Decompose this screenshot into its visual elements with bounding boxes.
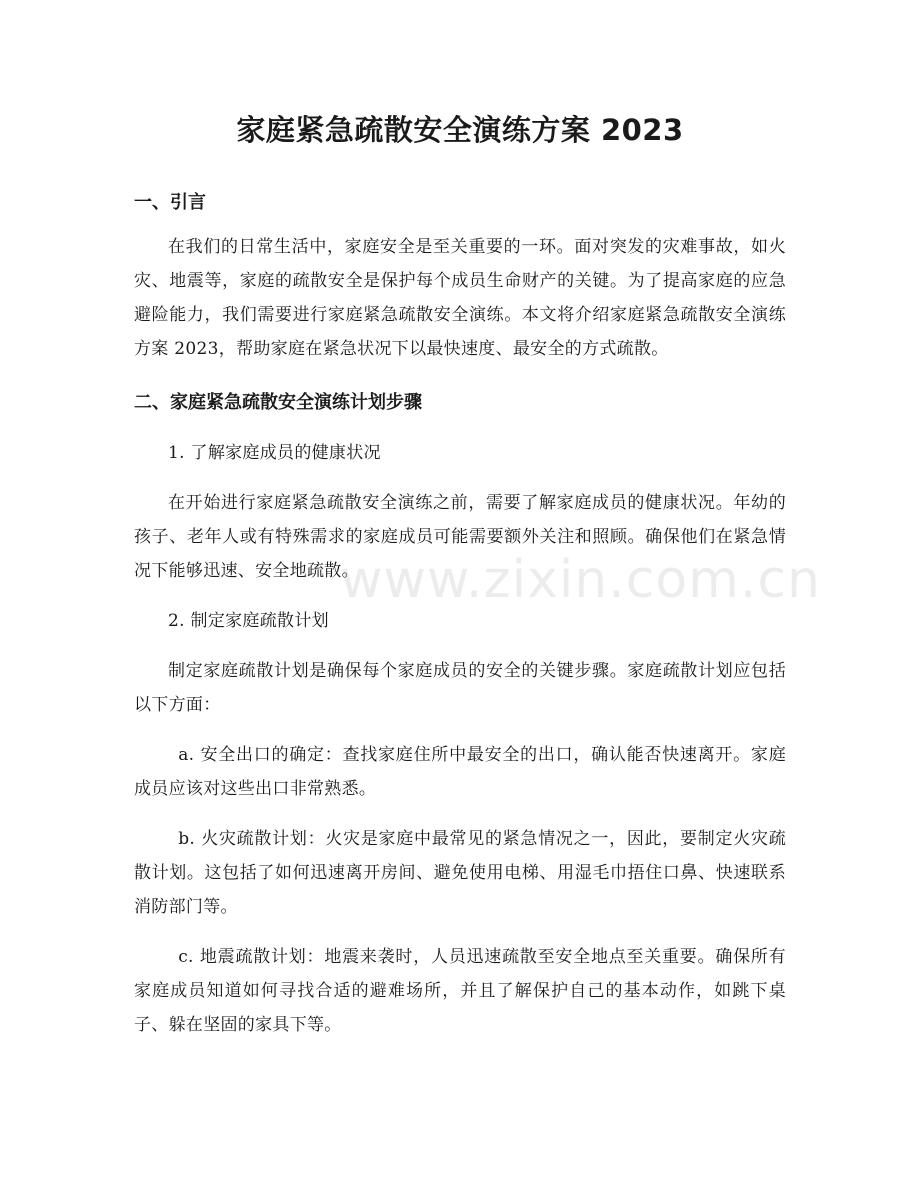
section-heading-intro: 一、引言 [134, 192, 206, 213]
step2-item-b: b. 火灾疏散计划：火灾是家庭中最常见的紧急情况之一，因此，要制定火灾疏散计划。这包括了如何迅速离开房间、避免使用电梯、用湿毛巾捂住口鼻、快速联系消防部门等。 [134, 829, 786, 917]
step2-item-c: c. 地震疏散计划：地震来袭时，人员迅速疏散至安全地点至关重要。确保所有家庭成员知道如何寻找合适的避难场所，并且了解保护自己的基本动作，如跳下桌子、躲在坚固的家具下等。 [134, 947, 786, 1035]
document-body [134, 186, 786, 1042]
document-title: 家庭紧急疏散安全演练方案 2023 [236, 113, 684, 147]
step2-paragraph: 制定家庭疏散计划是确保每个家庭成员的安全的关键步骤。家庭疏散计划应包括以下方面： [134, 661, 786, 715]
step1-heading: 1. 了解家庭成员的健康状况 [168, 443, 381, 463]
step2-heading: 2. 制定家庭疏散计划 [168, 611, 329, 631]
watermark: www.zixin.com.cn [340, 550, 821, 610]
section-heading-steps: 二、家庭紧急疏散安全演练计划步骤 [134, 392, 422, 413]
step1-paragraph: 在开始进行家庭紧急疏散安全演练之前，需要了解家庭成员的健康状况。年幼的孩子、老年人或有特殊需求的家庭成员可能需要额外关注和照顾。确保他们在紧急情况下能够迅速、安全地疏散。 [134, 493, 786, 581]
step2-item-a: a. 安全出口的确定：查找家庭住所中最安全的出口，确认能否快速离开。家庭成员应该对这些出口非常熟悉。 [134, 745, 786, 799]
intro-paragraph: 在我们的日常生活中，家庭安全是至关重要的一环。面对突发的灾难事故，如火灾、地震等，家庭的疏散安全是保护每个成员生命财产的关键。为了提高家庭的应急避险能力，我们需要进行家庭紧急疏散安全演练。本文将介绍家庭紧急疏散安全演练方案 2023，帮助家庭在紧急状况下以最快速度、最安全的方式疏散。 [134, 237, 786, 359]
